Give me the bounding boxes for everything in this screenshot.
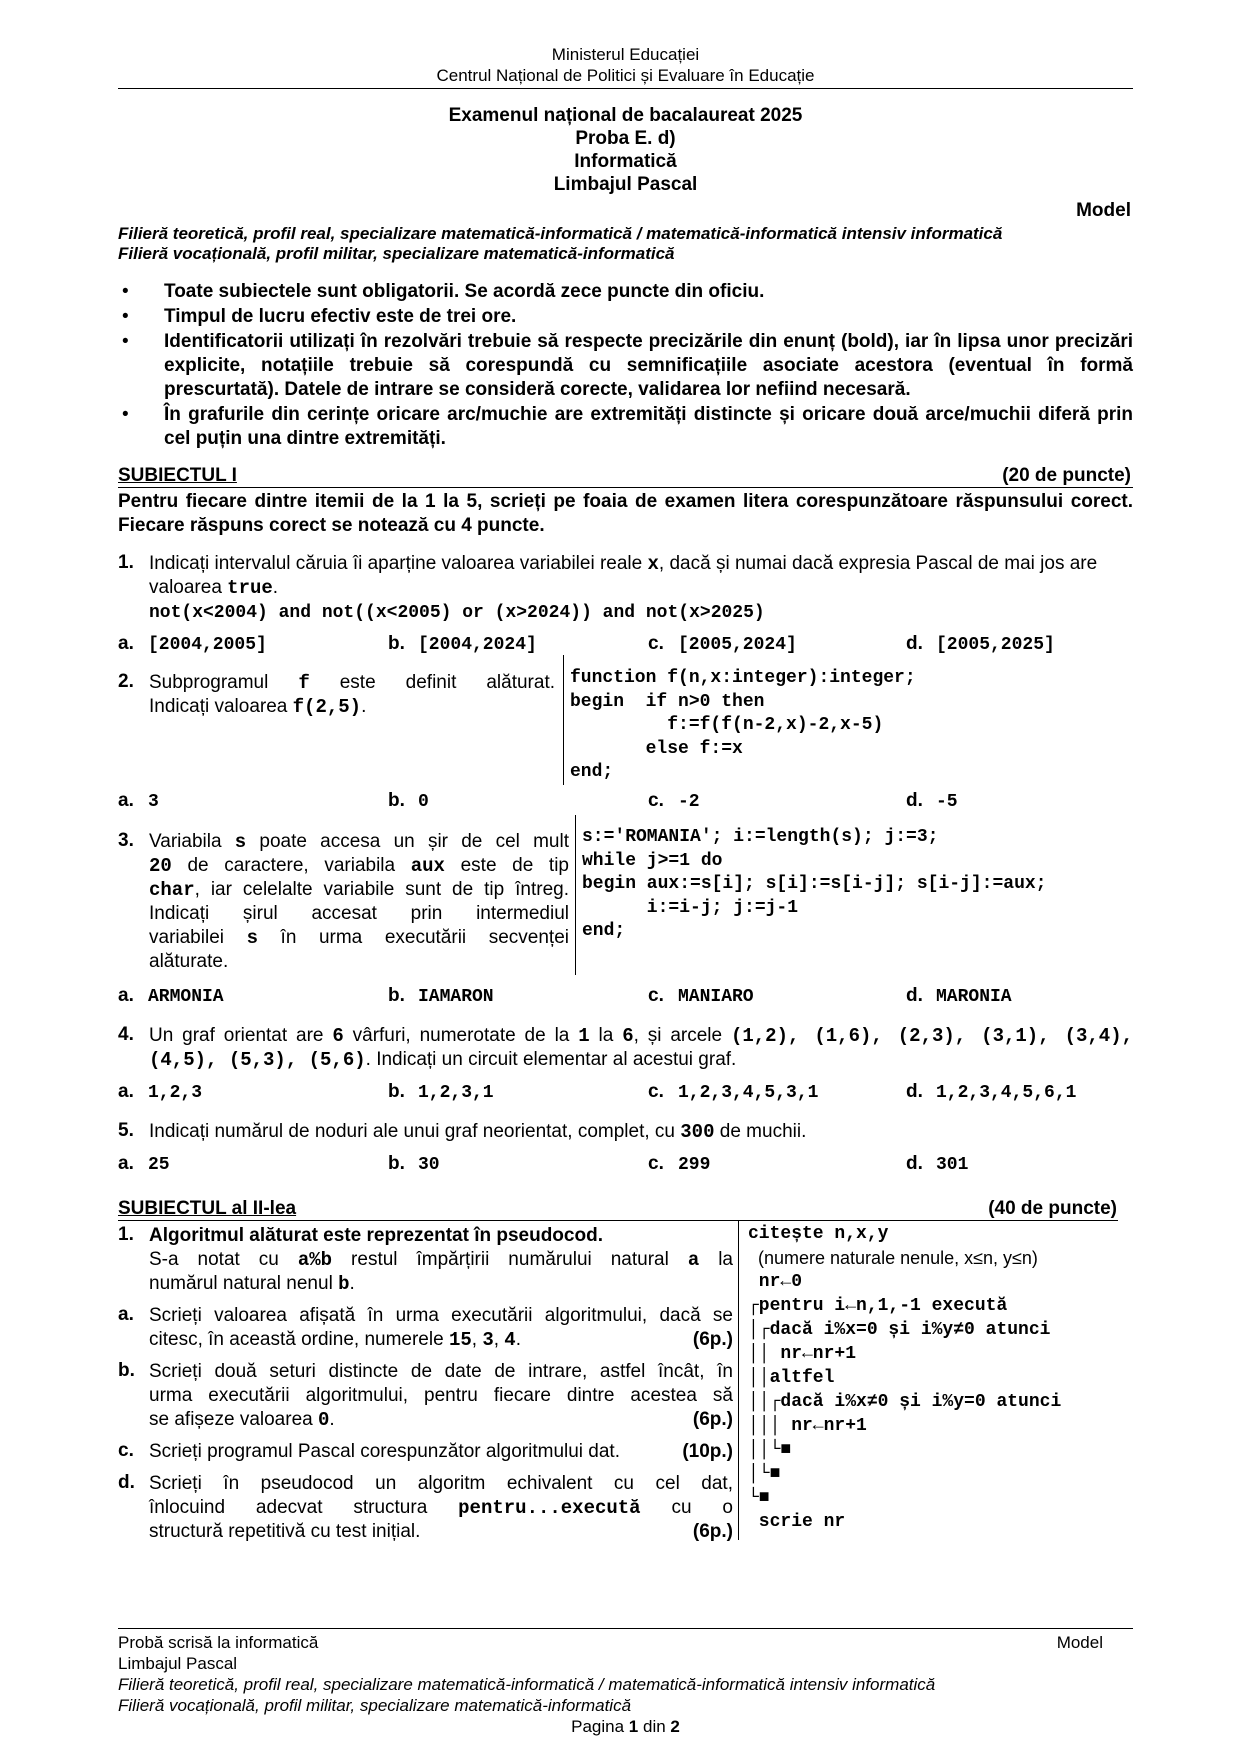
item-5-option-c: c. 299 bbox=[648, 1153, 711, 1175]
s2-b-text-line3: se afișeze valoarea 0. (6p.) bbox=[149, 1409, 733, 1431]
item-4-text-line1: Un graf orientat are 6 vârfuri, numerotate de la 1 la 6, și arcele (1,2), (1,6), (2,3), (3,1), (3,4), bbox=[149, 1025, 1134, 1047]
filiera-1: Filieră teoretică, profil real, specializare matematică-informatică / matematică-informatică intensiv informatică bbox=[118, 224, 1003, 243]
subiect-2-title: SUBIECTUL al II-lea bbox=[118, 1198, 297, 1219]
item-1-text-a: Indicați intervalul căruia îi aparține valoarea variabilei reale bbox=[149, 553, 648, 574]
item-1-number: 1. bbox=[118, 552, 134, 573]
pseudocode-block: citește n,x,y (numere naturale nenule, x≤n, y≤n) nr←0 ┌pentru i←n,1,-1 execută │┌dacă i%x=0 și i%y≠0 atunci ││ nr←nr+1 ││altfel ││┌dacă i%x≠0 și i%y=0 atunci │││ nr←nr+1 ││└■ │└■ └■ scrie nr bbox=[748, 1224, 1062, 1532]
filiere bbox=[118, 224, 1002, 264]
s2-c-letter: c. bbox=[118, 1440, 134, 1461]
model-tag: Model bbox=[1076, 200, 1131, 221]
s2-d-text-line2: înlocuind adecvat structura pentru...execută cu o bbox=[149, 1497, 733, 1519]
filiera-2: Filieră vocațională, profil militar, specializare matematică-informatică bbox=[118, 244, 675, 263]
item-4-option-d: d. 1,2,3,4,5,6,1 bbox=[906, 1081, 1077, 1103]
subiect-1-instructions: Pentru fiecare dintre itemii de la 1 la 5, scrieți pe foaia de examen litera corespunzătoare răspunsului corect. Fiecare răspuns corect se notează cu 4 puncte. bbox=[118, 491, 1133, 536]
footer bbox=[118, 1632, 1133, 1737]
s2-c-text: Scrieți programul Pascal corespunzător algoritmului dat. (10p.) bbox=[149, 1441, 733, 1462]
s2-a-text-line2: citesc, în această ordine, numerele 15, 3, 4. (6p.) bbox=[149, 1329, 733, 1351]
item-1-text bbox=[149, 552, 1134, 600]
item-2-text-line2: Indicați valoarea f(2,5). bbox=[149, 696, 367, 718]
s2-a-letter: a. bbox=[118, 1304, 134, 1325]
header-divider bbox=[118, 88, 1133, 89]
s2-item-1-desc-line1: S-a notat cu a%b restul împărțirii numărului natural a la bbox=[149, 1249, 733, 1271]
s2-b-text-line1: Scrieți două seturi distincte de date de intrare, astfel încât, în bbox=[149, 1361, 733, 1382]
item-5-option-d: d. 301 bbox=[906, 1153, 969, 1175]
item-4-number: 4. bbox=[118, 1024, 134, 1045]
item-4-text-line2: (4,5), (5,3), (5,6). Indicați un circuit elementar al acestui graf. bbox=[149, 1049, 737, 1071]
item-2-option-d: d. -5 bbox=[906, 790, 958, 812]
item-2-number: 2. bbox=[118, 671, 134, 692]
item-3-code: s:='ROMANIA'; i:=length(s); j:=3; while j>=1 do begin aux:=s[i]; s[i]:=s[i-j]; s[i-j]:=aux; i:=i-j; j:=j-1 end; bbox=[582, 827, 1047, 941]
rule-item: • Toate subiectele sunt obligatorii. Se acordă zece puncte din oficiu. bbox=[118, 280, 1133, 304]
item-2-code-divider bbox=[563, 655, 564, 785]
footer-line1: Probă scrisă la informatică bbox=[118, 1633, 319, 1652]
item-1-option-a: a. [2004,2005] bbox=[118, 633, 267, 655]
footer-line3: Filieră teoretică, profil real, specializare matematică-informatică / matematică-informatică intensiv informatică bbox=[118, 1675, 936, 1694]
item-3-text: Variabila s poate accesa un șir de cel mult 20 de caractere, variabila aux este de tip char, iar celelalte variabile sunt de tip întreg. Indicați șirul accesat prin intermediul variabilei s în urma executării secvenței alăturate. bbox=[149, 831, 569, 972]
item-4-option-c: c. 1,2,3,4,5,3,1 bbox=[648, 1081, 819, 1103]
center-name: Centrul Național de Politici și Evaluare în Educație bbox=[436, 66, 815, 85]
footer-model: Model bbox=[1056, 1633, 1103, 1652]
proba-title: Proba E. d) bbox=[575, 128, 676, 149]
rule-item: • Timpul de lucru efectiv este de trei ore. bbox=[118, 305, 1133, 329]
rule-item: • Identificatorii utilizați în rezolvări trebuie să respecte precizările din enunț (bold), iar în lipsa unor precizări explicite, notațiile trebuie să corespundă cu semnificațiile asociate acestora (eventual în formă prescurtată). Datele de intrare se consideră corecte, validarea lor nefiind necesară. bbox=[118, 330, 1133, 402]
item-2-option-b: b. 0 bbox=[388, 790, 429, 812]
item-1-var: x bbox=[647, 553, 659, 575]
item-1-text-c: . bbox=[272, 577, 279, 598]
item-1-value: true bbox=[227, 577, 273, 599]
item-4-option-a: a. 1,2,3 bbox=[118, 1081, 203, 1103]
item-3-option-d: d. MARONIA bbox=[906, 985, 1012, 1007]
item-5-option-b: b. 30 bbox=[388, 1153, 440, 1175]
s2-item-1-number: 1. bbox=[118, 1224, 134, 1245]
exam-title: Examenul național de bacalaureat 2025 bbox=[448, 105, 803, 126]
item-2-option-a: a. 3 bbox=[118, 790, 159, 812]
s2-item-1-title: Algoritmul alăturat este reprezentat în pseudocod. bbox=[149, 1225, 603, 1246]
item-3-code-divider bbox=[575, 815, 576, 975]
item-1-text-b: , dacă și numai dacă expresia Pascal de mai jos are valoarea bbox=[149, 553, 1098, 598]
item-2-code: function f(n,x:integer):integer; begin if n>0 then f:=f(f(n-2,x)-2,x-5) else f:=x end; bbox=[570, 668, 916, 782]
subiect-1-divider bbox=[118, 487, 1133, 488]
item-4-option-b: b. 1,2,3,1 bbox=[388, 1081, 494, 1103]
page-number: Pagina 1 din 2 bbox=[571, 1717, 680, 1736]
s2-b-letter: b. bbox=[118, 1360, 135, 1381]
item-3-number: 3. bbox=[118, 830, 134, 851]
subject-title: Informatică bbox=[574, 151, 677, 172]
item-3-option-b: b. IAMARON bbox=[388, 985, 494, 1007]
ministry-header bbox=[118, 44, 1133, 86]
footer-divider bbox=[118, 1628, 1133, 1629]
subiect-2-points: (40 de puncte) bbox=[988, 1198, 1117, 1219]
item-1-expression: not(x<2004) and not((x<2005) or (x>2024)) and not(x>2025) bbox=[149, 603, 765, 623]
item-1-option-c: c. [2005,2024] bbox=[648, 633, 797, 655]
subiect-2-column-divider bbox=[738, 1220, 739, 1540]
item-1-option-d: d. [2005,2025] bbox=[906, 633, 1055, 655]
exam-titles bbox=[118, 104, 1133, 196]
rules-list bbox=[118, 280, 1133, 452]
item-5-option-a: a. 25 bbox=[118, 1153, 170, 1175]
subiect-2-divider bbox=[118, 1220, 1118, 1221]
item-5-number: 5. bbox=[118, 1120, 134, 1141]
rule-item: • În grafurile din cerințe oricare arc/muchie are extremități distincte și oricare două arce/muchii diferă prin cel puțin una dintre extremități. bbox=[118, 403, 1133, 451]
item-5-text: Indicați numărul de noduri ale unui graf neorientat, complet, cu 300 de muchii. bbox=[149, 1121, 807, 1143]
language-title: Limbajul Pascal bbox=[553, 174, 698, 195]
item-1-option-b: b. [2004,2024] bbox=[388, 633, 537, 655]
s2-item-1-desc-line2: numărul natural nenul b. bbox=[149, 1273, 355, 1295]
s2-d-text-line1: Scrieți în pseudocod un algoritm echivalent cu cel dat, bbox=[149, 1473, 733, 1494]
item-2-text-line1: Subprogramul f este definit alăturat. bbox=[149, 672, 555, 694]
s2-d-text-line3: structură repetitivă cu test inițial. (6p.) bbox=[149, 1521, 733, 1542]
subiect-1-title: SUBIECTUL I bbox=[118, 465, 237, 486]
footer-line4: Filieră vocațională, profil militar, specializare matematică-informatică bbox=[118, 1696, 632, 1715]
s2-a-text-line1: Scrieți valoarea afișată în urma executării algoritmului, dacă se bbox=[149, 1305, 733, 1326]
footer-line2: Limbajul Pascal bbox=[118, 1654, 238, 1673]
item-3-option-c: c. MANIARO bbox=[648, 985, 754, 1007]
s2-d-letter: d. bbox=[118, 1472, 135, 1493]
ministry-name: Ministerul Educației bbox=[551, 45, 700, 64]
subiect-1-points: (20 de puncte) bbox=[1002, 465, 1131, 486]
s2-b-text-line2: urma executării algoritmului, pentru fiecare dintre acestea să bbox=[149, 1385, 733, 1406]
item-2-option-c: c. -2 bbox=[648, 790, 700, 812]
item-3-option-a: a. ARMONIA bbox=[118, 985, 224, 1007]
